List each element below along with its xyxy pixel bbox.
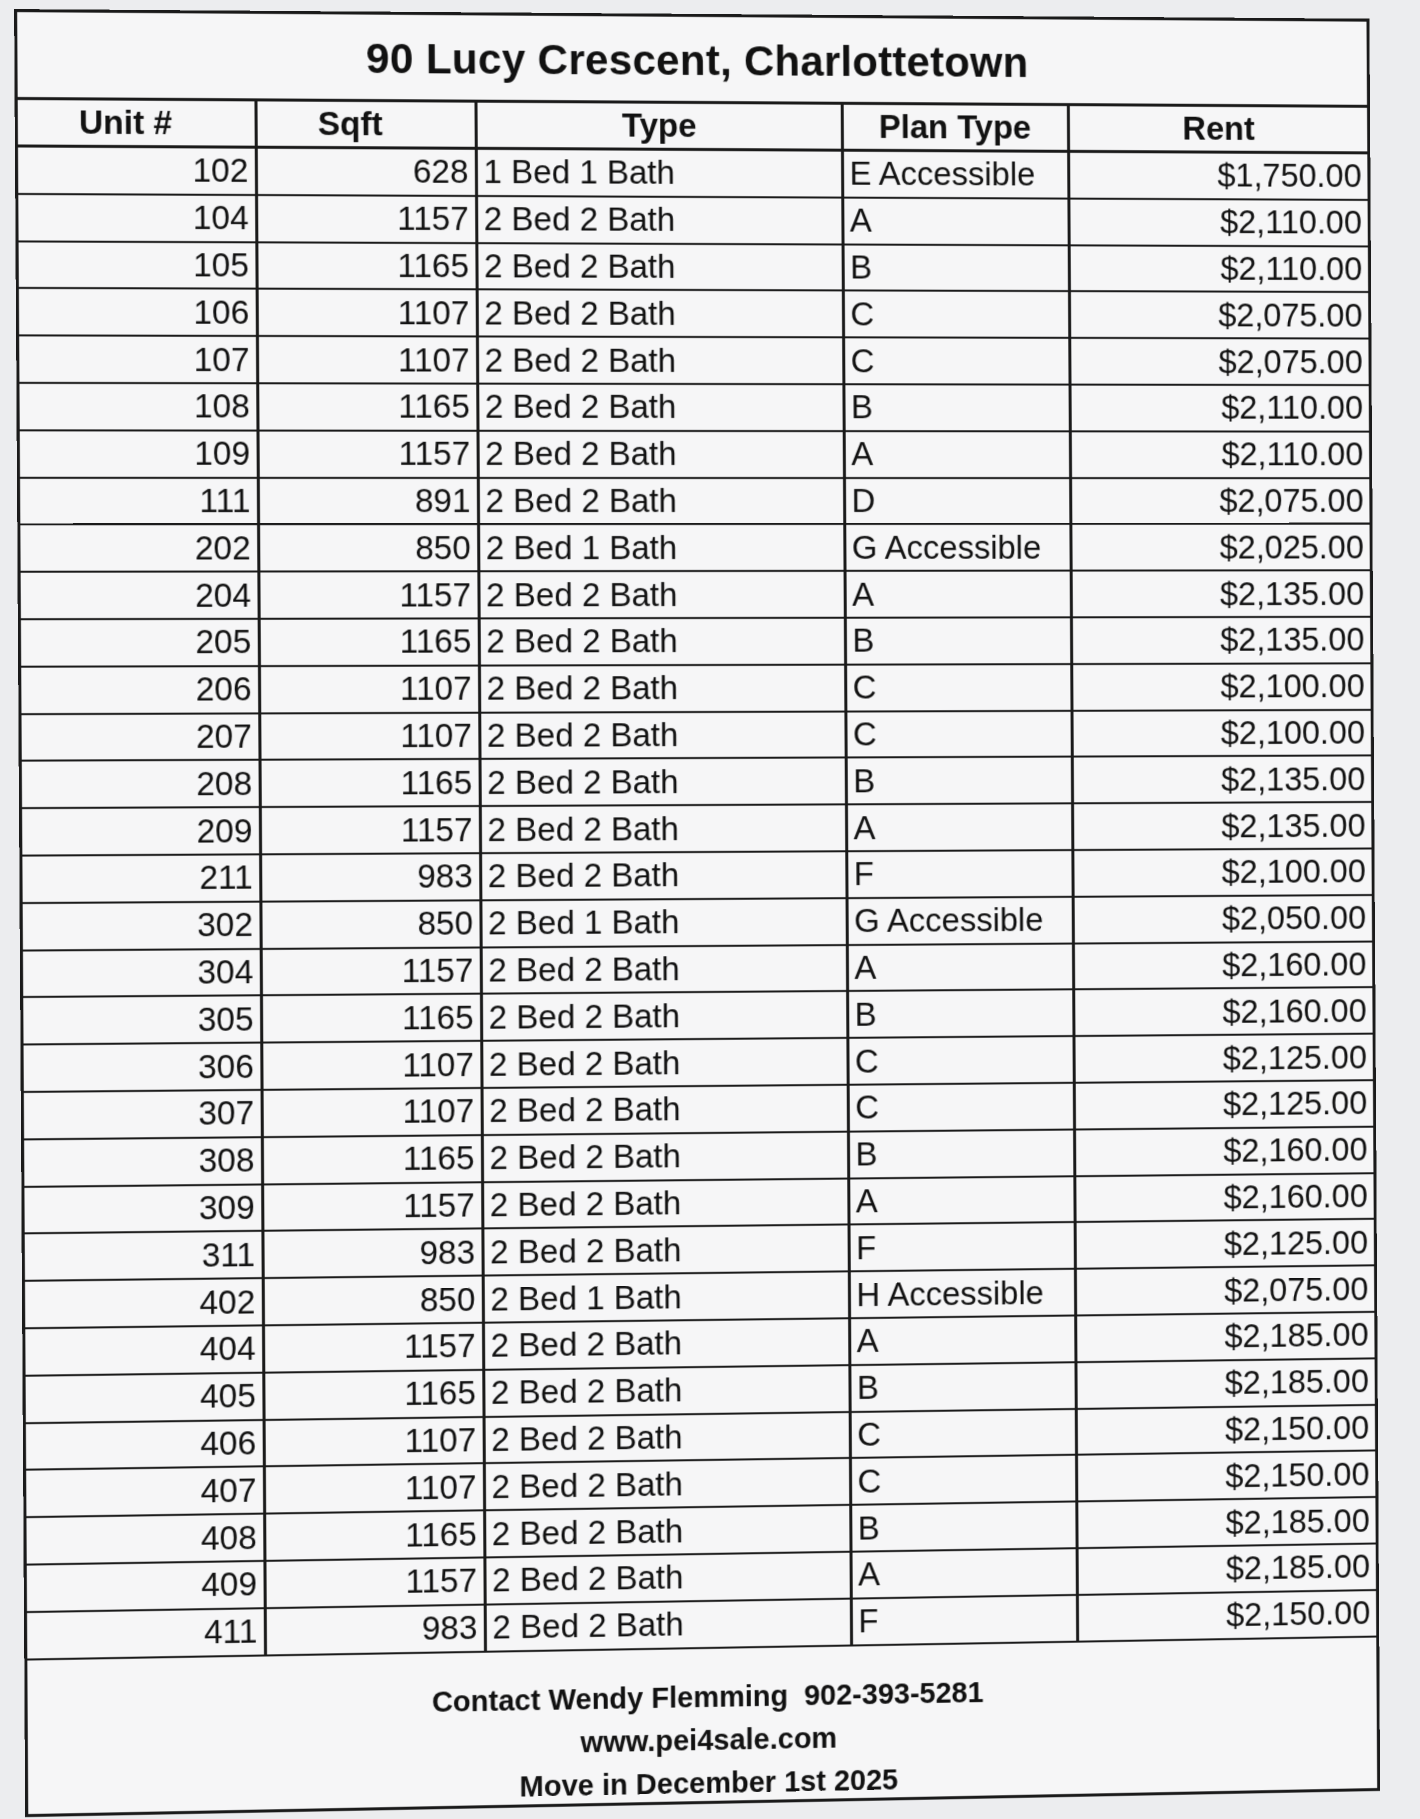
rent-cell: $2,125.00 [1073,1034,1372,1083]
units-table [18,100,1377,1660]
plan-type-cell: B [843,384,1069,431]
sqft-cell: 1157 [256,195,476,243]
plan-type-cell: B [850,1502,1076,1552]
plan-type-cell: A [844,431,1070,478]
table-row [22,848,1371,902]
rent-cell: $2,135.00 [1072,756,1371,804]
plan-type-cell: A [847,943,1073,991]
unit-cell: 304 [23,948,261,997]
rent-cell: $2,110.00 [1070,431,1369,478]
plan-type-cell: A [848,1176,1074,1225]
table-row [20,524,1369,572]
type-cell: 2 Bed 2 Bath [481,1038,847,1088]
rent-cell: $2,075.00 [1070,478,1369,525]
contact-name: Contact Wendy Flemming [431,1680,789,1719]
rent-cell: $2,100.00 [1072,848,1371,896]
rent-cell: $2,150.00 [1076,1404,1375,1455]
table-row [21,570,1370,619]
unit-cell: 406 [26,1420,264,1470]
table-row [20,477,1369,524]
sqft-cell: 1165 [262,1135,482,1184]
sqft-cell: 1157 [257,430,477,477]
type-cell: 2 Bed 2 Bath [482,1085,848,1135]
sqft-cell: 1165 [256,242,476,290]
sqft-cell: 628 [256,147,476,196]
unit-cell: 309 [24,1184,262,1234]
rental-listing-sheet [14,9,1380,1817]
type-cell: 2 Bed 2 Bath [482,1225,848,1276]
type-cell: 2 Bed 2 Bath [476,196,842,244]
rent-cell: $2,075.00 [1069,338,1368,385]
rent-cell: $2,125.00 [1074,1080,1373,1129]
table-row [22,756,1371,809]
rent-cell: $2,135.00 [1072,802,1371,850]
sqft-cell: 850 [263,1276,483,1326]
rent-cell: $2,100.00 [1072,709,1371,756]
unit-cell: 106 [19,288,257,336]
table-row [21,663,1370,714]
unit-cell: 402 [25,1278,263,1328]
sqft-cell: 850 [258,524,478,571]
unit-cell: 305 [23,996,261,1045]
unit-cell: 105 [19,241,257,289]
table-row [20,430,1370,478]
plan-type-cell: F [849,1222,1075,1271]
type-cell: 2 Bed 2 Bath [476,243,842,291]
unit-cell: 206 [21,666,259,714]
rent-cell: $2,185.00 [1075,1312,1374,1362]
sqft-cell: 891 [258,477,478,524]
sqft-cell: 1107 [264,1417,484,1467]
sqft-cell: 983 [265,1604,485,1655]
type-cell: 2 Bed 1 Bath [483,1271,849,1322]
rent-cell: $2,160.00 [1074,1126,1373,1175]
rent-cell: $2,160.00 [1073,941,1372,990]
type-cell: 2 Bed 2 Bath [481,945,847,994]
type-cell: 2 Bed 2 Bath [480,758,846,806]
table-row [19,241,1369,292]
plan-type-cell: C [843,338,1069,385]
type-cell: 1 Bed 1 Bath [476,148,842,197]
unit-cell: 204 [21,572,259,620]
sqft-cell: 1157 [264,1557,484,1608]
sqft-cell: 850 [260,900,480,948]
sqft-cell: 1157 [258,571,478,618]
rent-cell: $2,025.00 [1070,524,1369,571]
unit-cell: 311 [25,1231,263,1281]
unit-cell: 104 [18,194,256,242]
sqft-cell: 1157 [262,1182,482,1231]
plan-type-cell: G Accessible [844,524,1070,571]
column-header-plan-type: Plan Type [842,105,1068,152]
table-row [22,802,1371,855]
plan-type-cell: H Accessible [849,1269,1075,1318]
column-header-rent: Rent [1068,106,1367,153]
plan-type-cell: B [846,757,1072,805]
type-cell: 2 Bed 1 Bath [478,524,844,571]
unit-cell: 205 [21,619,259,667]
plan-type-cell: A [846,803,1072,851]
plan-type-cell: C [848,1083,1074,1132]
plan-type-cell: A [851,1548,1077,1598]
unit-cell: 211 [22,854,260,903]
plan-type-cell: F [851,1595,1077,1645]
plan-type-cell: A [849,1315,1075,1364]
type-cell: 2 Bed 2 Bath [484,1458,850,1510]
rent-cell: $2,110.00 [1070,385,1369,432]
unit-cell: 202 [20,525,258,572]
type-cell: 2 Bed 2 Bath [479,618,845,666]
type-cell: 2 Bed 2 Bath [479,664,845,712]
rent-cell: $2,185.00 [1076,1497,1375,1548]
unit-cell: 308 [24,1137,262,1187]
sqft-cell: 1107 [257,289,477,337]
type-cell: 2 Bed 2 Bath [482,1178,848,1229]
type-cell: 2 Bed 2 Bath [477,290,843,338]
unit-cell: 107 [19,336,257,384]
plan-type-cell: B [848,1129,1074,1178]
rent-cell: $2,125.00 [1075,1219,1374,1269]
rent-cell: $1,750.00 [1068,151,1367,199]
rent-cell: $2,150.00 [1076,1451,1375,1502]
table-body [18,146,1376,1659]
unit-cell: 411 [27,1608,265,1659]
rent-cell: $2,185.00 [1077,1543,1376,1594]
plan-type-cell: B [845,617,1071,664]
type-cell: 2 Bed 2 Bath [478,571,844,618]
unit-cell: 108 [19,383,257,430]
unit-cell: 207 [21,713,259,761]
table-row [19,383,1369,432]
footer [27,1637,1377,1819]
sqft-cell: 1107 [259,665,479,713]
type-cell: 2 Bed 2 Bath [478,478,844,525]
plan-type-cell: C [845,664,1071,711]
unit-cell: 302 [23,901,261,950]
rent-cell: $2,135.00 [1071,617,1370,664]
table-row [21,617,1370,667]
sqft-cell: 1107 [259,712,479,760]
rent-cell: $2,160.00 [1073,987,1372,1036]
type-cell: 2 Bed 2 Bath [483,1365,849,1417]
type-cell: 2 Bed 2 Bath [477,384,843,431]
table-row [19,336,1369,385]
rent-cell: $2,160.00 [1074,1173,1373,1223]
type-cell: 2 Bed 2 Bath [484,1552,850,1605]
unit-cell: 407 [26,1467,264,1518]
type-cell: 2 Bed 2 Bath [479,711,845,759]
contact-phone: 902-393-5281 [803,1676,984,1712]
table-row [21,709,1370,761]
plan-type-cell: A [842,197,1068,245]
rent-cell: $2,110.00 [1069,245,1368,292]
unit-cell: 408 [26,1514,264,1565]
sqft-cell: 1165 [257,383,477,430]
plan-type-cell: B [843,244,1069,291]
rent-cell: $2,135.00 [1071,570,1370,617]
sqft-cell: 1165 [260,759,480,807]
website: www.pei4sale.com [580,1722,838,1759]
rent-cell: $2,110.00 [1068,198,1367,246]
sqft-cell: 1107 [261,1041,481,1090]
sqft-cell: 1107 [262,1088,482,1137]
table-row [18,146,1368,200]
type-cell: 2 Bed 2 Bath [483,1318,849,1369]
unit-cell: 307 [24,1090,262,1139]
plan-type-cell: C [850,1408,1076,1458]
unit-cell: 209 [22,807,260,855]
unit-cell: 208 [22,760,260,808]
type-cell: 2 Bed 2 Bath [480,805,846,854]
plan-type-cell: D [844,478,1070,525]
sqft-cell: 1157 [260,806,480,854]
rent-cell: $2,150.00 [1077,1590,1376,1641]
plan-type-cell: B [847,990,1073,1038]
type-cell: 2 Bed 2 Bath [477,431,843,478]
type-cell: 2 Bed 2 Bath [482,1131,848,1181]
rent-cell: $2,050.00 [1073,895,1372,943]
unit-cell: 409 [27,1561,265,1612]
table-row [19,288,1369,338]
type-cell: 2 Bed 2 Bath [477,337,843,385]
unit-cell: 111 [20,477,258,524]
type-cell: 2 Bed 2 Bath [481,991,847,1041]
plan-type-cell: B [849,1362,1075,1412]
type-cell: 2 Bed 2 Bath [484,1505,850,1557]
sqft-cell: 1157 [261,947,481,996]
type-cell: 2 Bed 1 Bath [480,898,846,947]
unit-cell: 404 [25,1325,263,1375]
rent-cell: $2,075.00 [1075,1265,1374,1315]
table-row [18,194,1368,246]
sqft-cell: 1107 [264,1463,484,1513]
rent-cell: $2,100.00 [1071,663,1370,710]
unit-cell: 306 [24,1043,262,1092]
sqft-cell: 1165 [264,1510,484,1560]
plan-type-cell: C [845,710,1071,757]
rent-cell: $2,185.00 [1075,1358,1374,1408]
plan-type-cell: C [850,1455,1076,1505]
unit-cell: 405 [26,1372,264,1422]
sqft-cell: 1107 [257,336,477,383]
sqft-cell: 983 [262,1229,482,1278]
sqft-cell: 1165 [259,618,479,666]
rent-cell: $2,075.00 [1069,291,1368,338]
plan-type-cell: C [843,291,1069,338]
sqft-cell: 1165 [261,994,481,1043]
type-cell: 2 Bed 2 Bath [485,1598,851,1651]
column-header-sqft: Sqft [255,101,475,148]
unit-cell: 109 [20,430,258,477]
type-cell: 2 Bed 2 Bath [480,851,846,900]
plan-type-cell: E Accessible [842,150,1068,198]
plan-type-cell: G Accessible [847,897,1073,945]
type-cell: 2 Bed 2 Bath [484,1412,850,1464]
sqft-cell: 983 [260,853,480,901]
sqft-cell: 1165 [263,1370,483,1420]
table-header-row [18,100,1368,153]
column-header-type: Type [475,103,841,151]
unit-cell: 102 [18,146,256,195]
sqft-cell: 1157 [263,1323,483,1373]
plan-type-cell: F [846,850,1072,898]
plan-type-cell: C [847,1036,1073,1085]
move-in-date: Move in December 1st 2025 [519,1763,899,1804]
page-title: 90 Lucy Crescent, Charlottetown [17,12,1367,108]
column-header-unit: Unit # [18,100,256,147]
plan-type-cell: A [845,571,1071,618]
